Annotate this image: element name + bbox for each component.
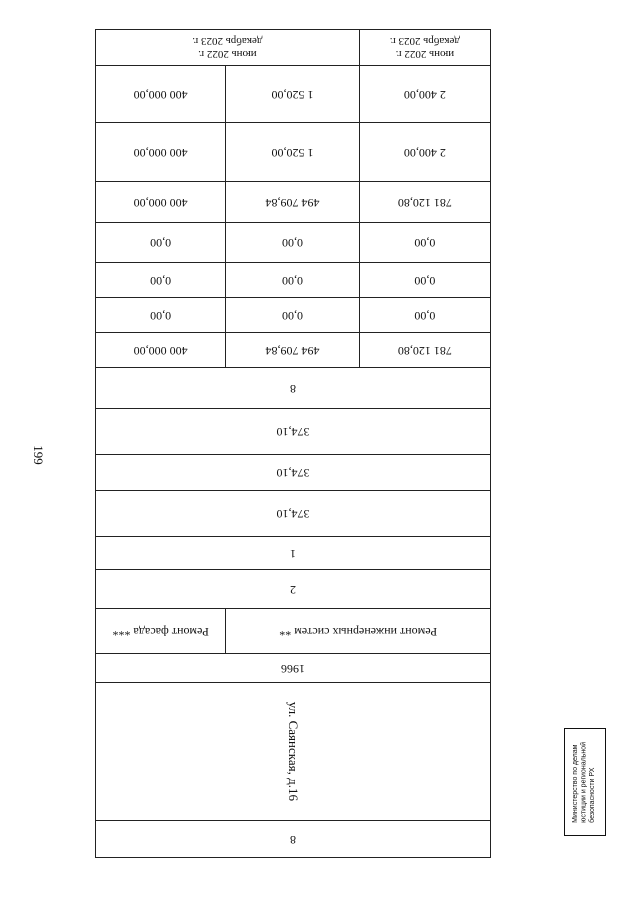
year-cell: 1966 [281, 661, 305, 676]
entrances-cell: 2 [290, 582, 296, 597]
value-cell: 781 120,80 [397, 343, 452, 358]
table-row-area-1 [95, 408, 491, 455]
floors-cell: 1 [290, 546, 296, 561]
value-cell: 1 520,00 [226, 66, 359, 122]
table-row [95, 332, 491, 368]
ministry-stamp [564, 728, 606, 836]
count-cell: 8 [290, 381, 296, 396]
page-number: 199 [31, 445, 46, 465]
table-row-floors [95, 536, 491, 570]
table-row [95, 181, 491, 223]
table-row-area-3 [95, 490, 491, 537]
value-cell: 400 000,00 [96, 182, 226, 222]
value-cell: 400 000,00 [96, 123, 226, 181]
address-cell [286, 683, 301, 820]
table-row-entrances [95, 569, 491, 609]
value-cell: 400 000,00 [96, 333, 226, 367]
work-type-engineering: Ремонт инженерных систем ** [279, 624, 438, 639]
value-cell: 0,00 [414, 236, 436, 251]
table-row [95, 222, 491, 263]
table-row-address [95, 682, 491, 821]
value-cell: 1 520,00 [226, 123, 359, 181]
table-row-year [95, 653, 491, 683]
value-cell: 0,00 [226, 263, 359, 297]
value-cell: 0,00 [414, 308, 436, 323]
table-row-area-2 [95, 454, 491, 491]
area-cell-3: 374,10 [276, 507, 310, 522]
index-cell: 8 [290, 832, 296, 847]
address-text: ул. Саянская, д.16 [286, 701, 302, 802]
value-cell: 494 709,84 [226, 333, 359, 367]
period-header-cell: июнь 2022 г. декабрь 2023 г. [389, 35, 460, 61]
table-row [95, 297, 491, 333]
table-row [95, 122, 491, 182]
value-cell: 0,00 [226, 298, 359, 332]
area-cell-1: 374,10 [276, 425, 310, 440]
value-cell: 400 000,00 [96, 66, 226, 122]
table-row-period-header [95, 29, 491, 66]
value-cell: 2 400,00 [403, 145, 446, 160]
value-cell: 0,00 [414, 273, 436, 288]
stamp-text: Министерство по делам юстиции и региональной безопасности РХ [572, 741, 597, 823]
area-cell-2: 374,10 [276, 466, 310, 481]
work-type-facade: Ремонт фасада *** [96, 609, 226, 653]
table-row-work-types [95, 608, 491, 654]
value-cell: 0,00 [226, 223, 359, 262]
table-row-count [95, 367, 491, 409]
value-cell: 0,00 [96, 223, 226, 262]
table-row [95, 65, 491, 123]
period-header-cell: июнь 2022 г. декабрь 2023 г. [96, 30, 360, 65]
value-cell: 494 709,84 [226, 182, 359, 222]
value-cell: 2 400,00 [403, 87, 446, 102]
value-cell: 781 120,80 [397, 195, 452, 210]
table-row-index [95, 820, 491, 858]
data-table [95, 29, 491, 858]
value-cell: 0,00 [96, 263, 226, 297]
value-cell: 0,00 [96, 298, 226, 332]
table-row [95, 262, 491, 298]
